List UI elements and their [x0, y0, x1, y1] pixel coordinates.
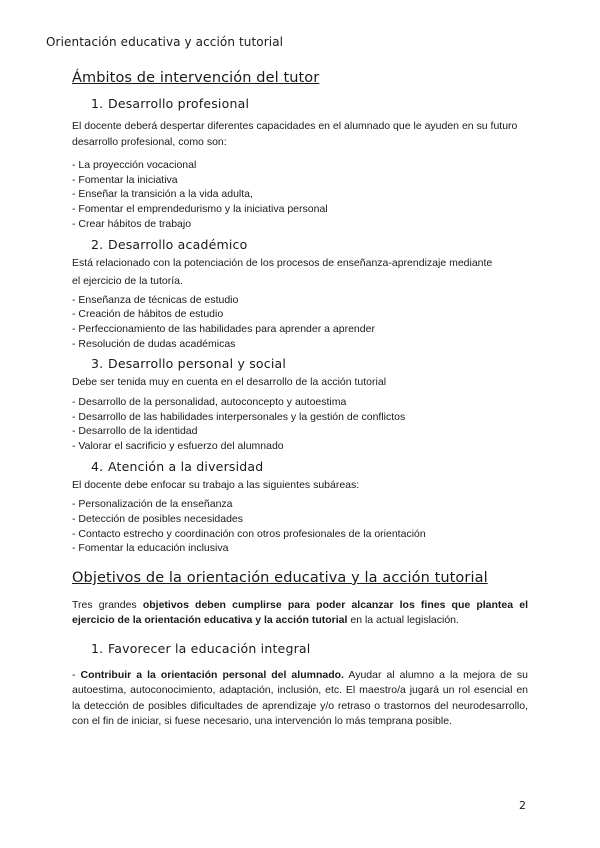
subsection-number: 2. [91, 236, 104, 252]
list-diversidad [72, 497, 528, 556]
list-item: - Resolución de dudas académicas [72, 337, 236, 350]
subsection-number: 1. [91, 640, 104, 656]
subsection-title: Desarrollo académico [108, 236, 248, 252]
list-item: - Personalización de la enseñanza [72, 498, 233, 511]
list-academico [72, 293, 528, 352]
list-item: - Valorar el sacrificio y esfuerzo del alumnado [72, 439, 284, 452]
list-item: - Desarrollo de la identidad [72, 425, 198, 438]
intro-paragraph-profesional: El docente deberá despertar diferentes capacidades en el alumnado que le ayuden en su futuro desarrollo profesional, como son: [72, 120, 518, 148]
intro-paragraph-diversidad: El docente debe enfocar su trabajo a las siguientes subáreas: [72, 478, 360, 491]
subsection-title: Atención a la diversidad [108, 458, 264, 474]
objetivos-intro-paragraph [72, 598, 528, 629]
list-profesional [72, 158, 528, 232]
subsection-number: 3. [91, 356, 104, 372]
list-item: - La proyección vocacional [72, 159, 197, 171]
list-item: - Fomentar la iniciativa [72, 173, 178, 186]
list-item: - Contacto estrecho y coordinación con otros profesionales de la orientación [72, 527, 426, 540]
list-personal [72, 395, 528, 454]
intro-paragraph-personal: Debe ser tenida muy en cuenta en el desarrollo de la acción tutorial [72, 376, 387, 389]
paragraph-bold-lead: Contribuir a la orientación personal del alumnado. [80, 668, 344, 681]
list-item: - Desarrollo de las habilidades interpersonales y la gestión de conflictos [72, 410, 406, 423]
subsection-heading-profesional [91, 96, 528, 111]
running-header: Orientación educativa y acción tutorial [46, 35, 284, 49]
intro-line-academico-1: Está relacionado con la potenciación de los procesos de enseñanza-aprendizaje mediante [72, 256, 493, 269]
page-number: 2 [519, 799, 526, 812]
paragraph-dash: - [72, 668, 81, 681]
page-content [72, 70, 528, 730]
list-item: - Creación de hábitos de estudio [72, 308, 224, 321]
list-item: - Fomentar la educación inclusiva [72, 542, 229, 555]
list-item: - Enseñanza de técnicas de estudio [72, 293, 239, 306]
list-item: - Detección de posibles necesidades [72, 512, 244, 525]
subsection-heading-academico [91, 237, 528, 252]
subsection-title: Desarrollo personal y social [108, 356, 287, 372]
section-title-objetivos: Objetivos de la orientación educativa y la acción tutorial [72, 569, 488, 586]
integral-paragraph [72, 668, 528, 730]
subsection-heading-integral [91, 641, 528, 656]
intro-line-academico-2: el ejercicio de la tutoría. [72, 275, 183, 288]
subsection-title: Favorecer la educación integral [108, 640, 311, 656]
subsection-heading-diversidad [91, 459, 528, 474]
subsection-title: Desarrollo profesional [108, 96, 250, 111]
list-item: - Desarrollo de la personalidad, autoconcepto y autoestima [72, 395, 347, 408]
subsection-heading-personal [91, 356, 528, 371]
list-item: - Enseñar la transición a la vida adulta, [72, 188, 253, 201]
intro-text-start: Tres grandes [72, 598, 143, 611]
subsection-number: 4. [91, 458, 104, 474]
list-item: - Fomentar el emprendedurismo y la iniciativa personal [72, 203, 328, 216]
intro-text-bold: objetivos deben cumplirse para poder alcanzar los fines que plantea el ejercicio de la orientación educativa y la acción tutorial [72, 598, 528, 627]
subsection-number: 1. [91, 96, 104, 111]
list-item: - Perfeccionamiento de las habilidades para aprender a aprender [72, 322, 375, 335]
paragraph-body: Ayudar al alumno a la mejora de su autoestima, autoconocimiento, adaptación, inclusión, etc. El maestro/a jugará un rol esencial en la detección de posibles dificultades de aprendizaje y/o retraso o trastornos del neurodesarrollo, con el fin de iniciar, si fuese necesario, una intervención lo más temprana posible. [72, 668, 529, 728]
intro-text-end: en la actual legislación. [347, 614, 459, 627]
section-title-ambitos: Ámbitos de intervención del tutor [72, 70, 320, 86]
list-item: - Crear hábitos de trabajo [72, 217, 192, 230]
